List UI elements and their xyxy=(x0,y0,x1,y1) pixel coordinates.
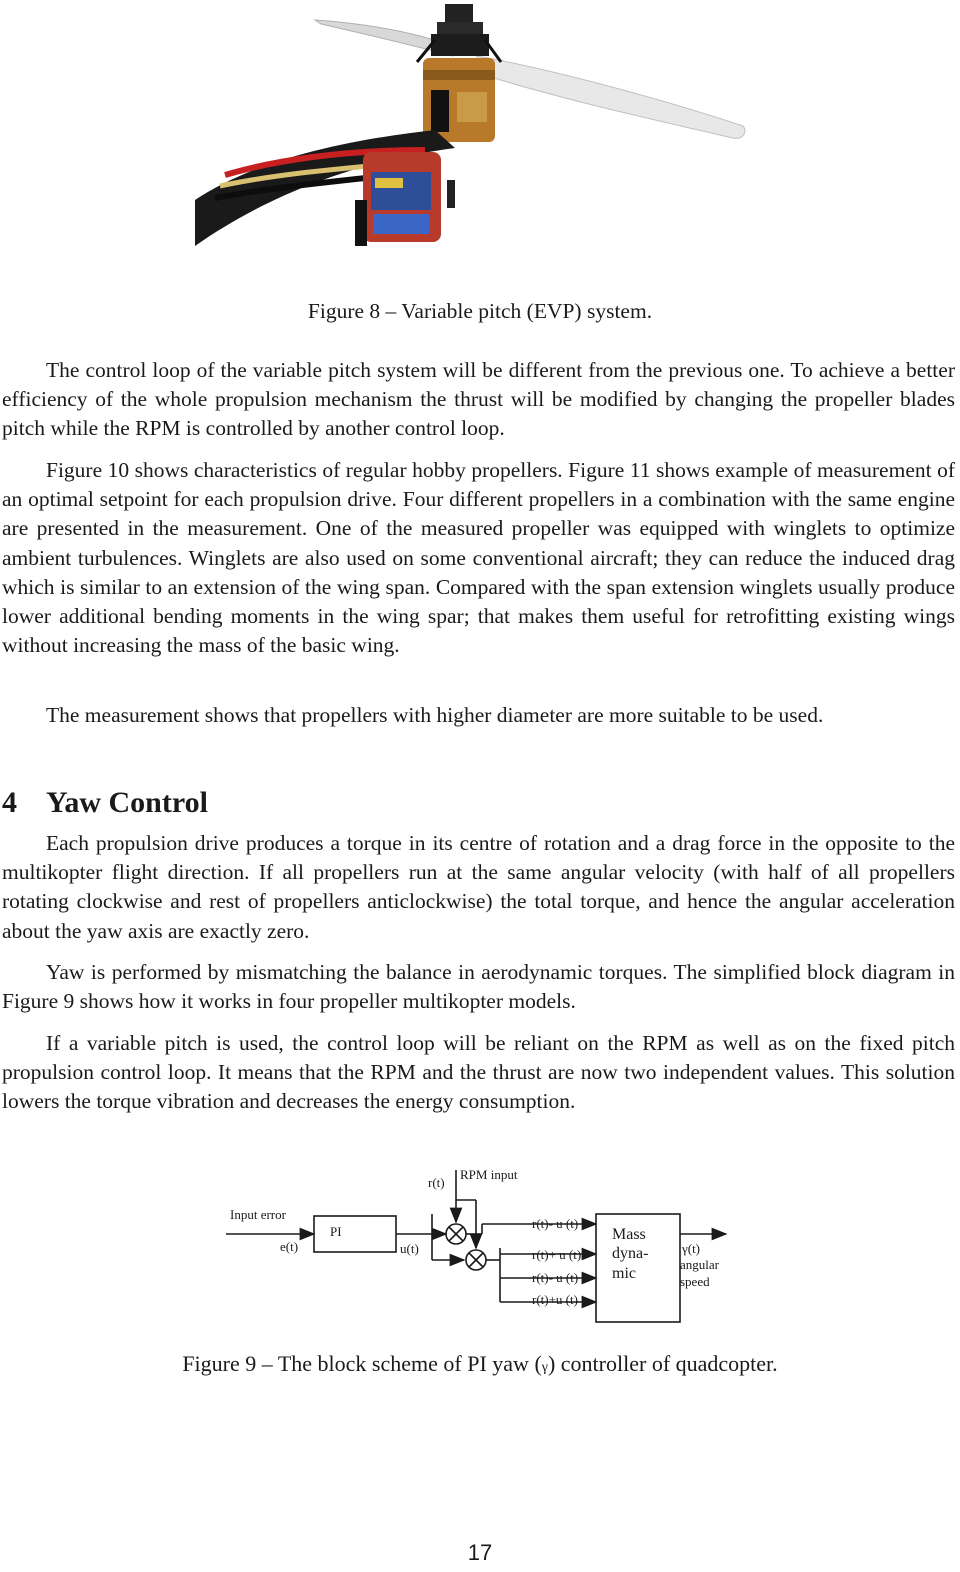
paragraph xyxy=(2,356,955,444)
caption-text: ) controller of quadcopter. xyxy=(547,1351,778,1376)
mass-label-line2: dyna- xyxy=(612,1245,649,1262)
paragraph-text: Yaw is performed by mismatching the balance in aerodynamic torques. The simplified block diagram in Figure 9 shows how it works in four propeller multikopter models. xyxy=(2,960,955,1014)
variable-pitch-photo xyxy=(195,0,755,262)
caption-text: Figure 9 – The block scheme of PI yaw ( xyxy=(182,1351,542,1376)
rotor-hub xyxy=(445,4,473,24)
caption-gamma: γ xyxy=(541,1360,548,1375)
gamma-t-label: γ(t) xyxy=(682,1241,701,1256)
section-title: Yaw Control xyxy=(46,786,208,819)
paragraph xyxy=(2,829,955,946)
paragraph-text: The measurement shows that propellers with higher diameter are more suitable to be used. xyxy=(46,703,824,727)
paragraph xyxy=(2,1029,955,1117)
ut-label: u(t) xyxy=(400,1241,419,1256)
propeller-blade-right xyxy=(475,56,745,138)
output-label-4: r(t)+u (t) xyxy=(532,1292,578,1307)
section-number: 4 xyxy=(2,786,17,819)
figure-9-caption xyxy=(0,1350,960,1382)
paragraph xyxy=(2,958,955,1016)
figure-8-caption: Figure 8 – Variable pitch (EVP) system. xyxy=(307,299,653,323)
page-number: 17 xyxy=(467,1540,493,1565)
pi-label: PI xyxy=(330,1224,342,1239)
output-label-2: r(t)+ u (t) xyxy=(532,1247,582,1262)
input-error-label: Input error xyxy=(230,1207,286,1222)
rt-label: r(t) xyxy=(428,1175,445,1190)
paragraph xyxy=(2,456,955,660)
paragraph-text: Each propulsion drive produces a torque in its centre of rotation and a drag force in the opposite to the multikopter flight direction. If all propellers run at the same angular velocity (with half of all propellers rotating clockwise and rest of propellers anticlockwise) the total torque, and hence the angular acceleration about the yaw axis are exactly zero. xyxy=(2,831,955,943)
speed-label: speed xyxy=(680,1274,710,1289)
pi-block xyxy=(314,1216,396,1252)
mass-label-line3: mic xyxy=(612,1265,636,1282)
paragraph-text: If a variable pitch is used, the control loop will be reliant on the RPM as well as on the fixed pitch propulsion control loop. It means that the RPM and the thrust are now two independent values. This solution lowers the torque vibration and decreases the energy consumption. xyxy=(2,1031,955,1114)
yaw-controller-block-diagram xyxy=(222,1160,742,1330)
output-label-3: r(t)- u (t) xyxy=(532,1270,579,1285)
et-label: e(t) xyxy=(280,1239,299,1254)
rpm-input-label: RPM input xyxy=(460,1167,518,1182)
output-label-1: r(t)- u (t) xyxy=(532,1216,579,1231)
angular-label: angular xyxy=(680,1257,719,1272)
paragraph xyxy=(2,701,955,730)
paragraph-text: The control loop of the variable pitch system will be different from the previous one. To achieve a better efficiency of the whole propulsion mechanism the thrust will be modified by changing the propeller blades pitch while the RPM is controlled by another control loop. xyxy=(2,358,955,441)
paragraph-text: Figure 10 shows characteristics of regular hobby propellers. Figure 11 shows example of measurement of an optimal setpoint for each propulsion drive. Four different propellers in a combination with the same engine are presented in the measurement. One of the measured propeller was equipped with winglets to optimize ambient turbulences. Winglets are also used on some conventional aircraft; they can reduce the induced drag which is similar to an extension of the wing span. Compared with the span extension winglets usually produce lower additional bending moments in the wing spar; that makes them useful for retrofitting existing wings without increasing the mass of the basic wing. xyxy=(2,458,955,658)
mass-label-line1: Mass xyxy=(612,1226,646,1243)
section-heading xyxy=(2,785,208,821)
